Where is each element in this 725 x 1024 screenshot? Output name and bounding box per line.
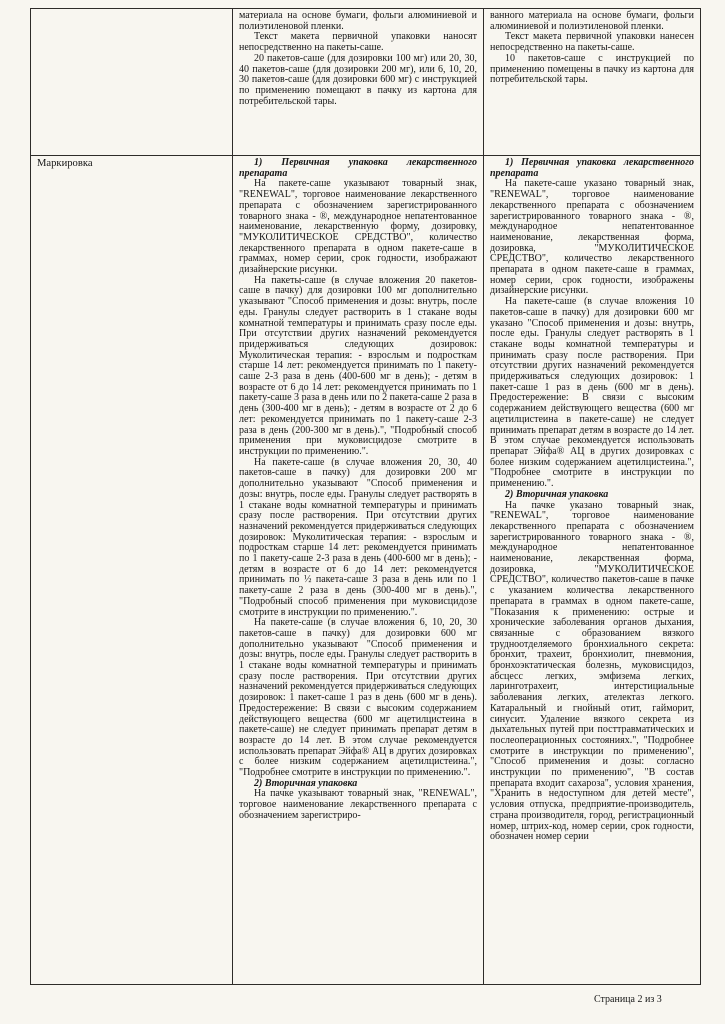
paragraph: На пакете-саше (в случае вложения 10 пакетов-саше в пачку) для дозировки 600 мг указано "Способ применения и дозы: внутрь, после еды. Гранулы следует растворять в 1 стакане воды комнатной температуры и принимать сразу после растворения. При отсутствии других назначений рекомендуется придерживаться следующих дозировок: 1 пакет-саше 1 раз в день (600 мг в день). Предостережение: В связи с высоким содержанием действующего вещества (600 мг ацетилцистеина в пакете-саше) не следует принимать препарат детям в возрасте до 14 лет. В этом случае рекомендуется использовать препарат Эйфа® АЦ в других дозировках с более низким содержанием ацетилцистеина.", "Подробнее смотрите в инструкции по применению.". [490,296,694,490]
row-label-cell [31,9,232,155]
paragraph: Текст макета первичной упаковки наносят непосредственно на пакеты-саше. [239,31,477,54]
row-label: Маркировка [37,158,93,169]
paragraph: ванного материала на основе бумаги, фольги алюминиевой и полиэтиленовой пленки. [490,10,694,32]
document-table [30,8,701,985]
paragraph: 2) Вторичная упаковка [254,777,358,789]
paragraph: 10 пакетов-саше с инструкцией по применению помещены в пачку из картона для потребительской тары. [490,52,694,86]
page-number: Страница 2 из 3 [594,994,662,1005]
text-column-left [232,156,483,984]
table-row-marking [31,155,700,984]
paragraph: 1) Первичная упаковка лекарственного препарата [490,157,694,179]
text-column-left [232,9,483,155]
paragraph: На пачке указано товарный знак, "RENEWAL", торговое наименование лекарственного препарата с обозначением зарегистрированного товарного знака - ®, международное непатентованное наименование, лекарственная форма, дозировка, "МУКОЛИТИЧЕСКОЕ СРЕДСТВО", количество пакетов-саше в пачке с указанием количества лекарственного препарата в граммах в одном пакете-саше, "Показания к применению: острые и хронические заболевания органов дыхания, связанные с образованием вязкого трудноотделяемого бронхиального секрета: бронхит, трахеит, бронхиолит, пневмония, бронхоэктатическая болезнь, муковисцидоз, абсцесс легких, эмфизема легких, ларинготрахеит, интерстициальные заболевания легких, ателектаз легкого. Катаральный и гнойный отит, гайморит, синусит. Удаление вязкого секрета из дыхательных путей при посттравматических и послеоперационных состояниях.", "Подробнее смотрите в инструкции по применению", "Способ применения и дозы: согласно инструкции по применению", "В состав препарата входит сахароза", условия хранения, "Хранить в недоступном для детей месте", условия отпуска, предприятие-производитель, страна производителя, город, регистрационный номер, штрих-код, номер серии, срок годности, обозначен номер серии [490,499,694,843]
paragraph: На пакете-саше (в случае вложения 20, 30, 40 пакетов-саше в пачку) для дозировки 200 мг дополнительно указывают "Способ применения и дозы: внутрь, после еды. Гранулы следует растворять в 1 стакане воды комнатной температуры и принимать сразу после растворения. При отсутствии других назначений рекомендуется придерживаться следующих дозировок: Муколитическая терапия: - взрослым и подросткам старше 14 лет: рекомендуется принимать по 1 пакету-саше 2-3 раза в день (400-600 мг в день); - детям в возрасте от 6 до 14 лет: рекомендуется принимать по ½ пакета-саше 3 раза в день или по 1 пакету-саше 2 раза в день (300-400 мг в день).", "Подробный способ применения при муковисцидозе смотрите в инструкции по применению.". [239,456,477,618]
paragraph: 20 пакетов-саше (для дозировки 100 мг) или 20, 30, 40 пакетов-саше (для дозировки 200 мг), или 6, 10, 20, 30 пакетов-саше (для дозировки 600 мг) с инструкцией по применению помещают в пачку из картона для потребительской тары. [239,52,477,107]
paragraph: На пакеты-саше (в случае вложения 20 пакетов-саше в пачку) для дозировки 100 мг дополнительно указывают "Способ применения и дозы: внутрь, после еды. Гранулы следует растворить в 1 стакане воды комнатной температуры и принимать сразу после еды. При отсутствии других назначений рекомендуется придерживаться следующих дозировок: Муколитическая терапия: - взрослым и подросткам старше 14 лет: рекомендуется принимать по 1 пакету-саше 2-3 раза в день (400-600 мг в день); - детям в возрасте от 6 до 14 лет: рекомендуется принимать по 1 пакету-саше 3 раза в день или по 2 пакета-саше 2 раза в день (300-400 мг в день); - детям в возрасте от 2 до 6 лет: рекомендуется принимать по 1 пакету-саше 2-3 раза в день (200-300 мг в день).", "Подробный способ применения при муковисцидозе смотрите в инструкции по применению.". [239,274,477,457]
paragraph: На пакете-саше (в случае вложения 6, 10, 20, 30 пакетов-саше в пачку) для дозировки 600 мг дополнительно указывают "Способ применения и дозы: внутрь, после еды. Гранулы следует растворить в 1 стакане воды комнатной температуры и принимать сразу после растворения. При отсутствии других назначений рекомендуется придерживаться следующих дозировок: 1 пакет-саше 1 раз в день (600 мг в день). Предостережение: В связи с высоким содержанием действующего вещества (600 мг ацетилцистеина в пакете-саше) не следует принимать препарат детям в возрасте до 14 лет. В этом случае рекомендуется использовать препарат Эйфа® АЦ в других дозировках с более низким содержанием ацетилцистеина.", "Подробнее смотрите в инструкции по применению.". [239,617,477,779]
text-column-right [483,9,700,155]
paragraph: На пакете-саше указано товарный знак, "RENEWAL", торговое наименование лекарственного препарата с обозначением зарегистрированного товарного знака - ®, международное непатентованное наименование, лекарственная форма, дозировка, "МУКОЛИТИЧЕСКОЕ СРЕДСТВО", количество лекарственного препарата в одном пакете-саше в граммах, номер серии, срок годности, изображены дизайнерские рисунки. [490,178,694,297]
paragraph: На пакете-саше указывают товарный знак, "RENEWAL", торговое наименование лекарственного препарата с обозначением зарегистрированного товарного знака - ®, международное непатентованное наименование, лекарственную форму, дозировку, "МУКОЛИТИЧЕСКОЕ СРЕДСТВО", количество лекарственного препарата в одном пакете-саше в граммах, номер серии, срок годности, изображают дизайнерские рисунки. [239,178,477,276]
paragraph: 2) Вторичная упаковка [505,488,609,500]
paragraph: Текст макета первичной упаковки нанесен непосредственно на пакеты-саше. [490,31,694,54]
row-label-cell [31,156,232,984]
table-row-continuation [31,9,700,155]
paragraph: 1) Первичная упаковка лекарственного препарата [239,157,477,179]
paragraph: материала на основе бумаги, фольги алюминиевой и полиэтиленовой пленки. [239,10,477,32]
paragraph: На пачке указывают товарный знак, "RENEWAL", торговое наименование лекарственного препарата с обозначением зарегистриро- [239,788,477,821]
text-column-right [483,156,700,984]
